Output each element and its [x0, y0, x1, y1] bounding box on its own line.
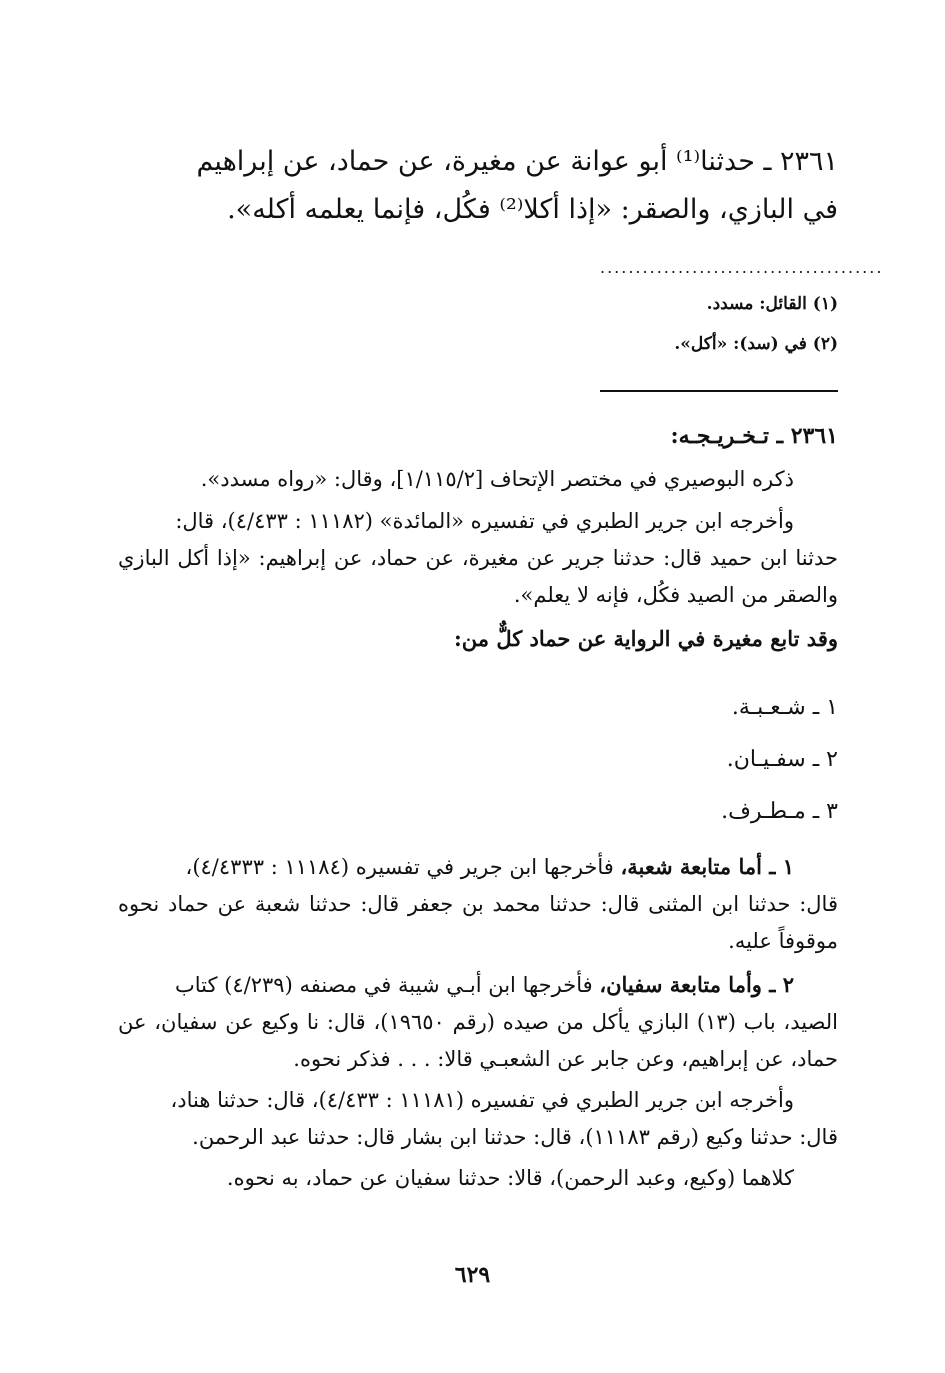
takhrij-section	[118, 418, 838, 657]
takhrij-paragraph-2-first: وأخرجه ابن جرير الطبري في تفسيره «المائدة» (١١١٨٢ : ٤/٤٣٣)، قال:	[175, 509, 794, 533]
followers-list-item-2: ٢ ـ سفـيـان.	[726, 747, 838, 772]
followers-list-item-1: ١ ـ شـعـبـة.	[731, 695, 838, 720]
hadith-line-1: ٢٣٦١ ـ حدثنا⁽¹⁾ أبو عوانة عن مغيرة، عن حماد، عن إبراهيم	[196, 146, 838, 177]
sufyan-first-line-text: فأخرجها ابن أبـي شيبة في مصنفه (٤/٢٣٩) كتاب	[175, 973, 600, 997]
sufyan-paragraph-first	[118, 966, 838, 1004]
takhrij-paragraph-2-rest: حدثنا ابن حميد قال: حدثنا جرير عن مغيرة، عن حماد، عن إبراهيم: «إذا أكل البازي والصقر من الصيد فكُل، فإنه لا يعلم».	[118, 546, 838, 607]
tabari-paragraph-rest: قال: حدثنا وكيع (رقم ١١١٨٣)، قال: حدثنا ابن بشار قال: حدثنا عبد الرحمن.	[192, 1125, 838, 1149]
footnote-separator-dots: ........................................	[600, 258, 884, 277]
hadith-line-2: في البازي، والصقر: «إذا أكلا⁽²⁾ فكُل، فإنما يعلمه أكله».	[227, 194, 838, 225]
footnote-1: (١) القائل: مسدد.	[706, 294, 838, 314]
section-divider	[600, 390, 838, 392]
conclusion-paragraph: كلاهما (وكيع، وعبد الرحمن)، قالا: حدثنا سفيان عن حماد، به نحوه.	[226, 1166, 794, 1190]
followers-list-item-3: ٣ ـ مـطـرف.	[721, 799, 838, 824]
footnote-2: (٢) في (سد): «أكل».	[674, 334, 838, 354]
shuba-label: ١ ـ أما متابعة شعبة،	[620, 854, 794, 879]
takhrij-followers-intro: وقد تابع مغيرة في الرواية عن حماد كلٌّ من:	[454, 626, 838, 651]
hadith-text	[108, 138, 838, 234]
sufyan-paragraph-rest: الصيد، باب (١٣) البازي يأكل من صيده (رقم ١٩٦٥٠)، قال: نا وكيع عن سفيان، عن حماد، عن إبراهيم، وعن جابر عن الشعبـي قالا: . . . فذكر نحوه.	[118, 1010, 839, 1071]
tabari-paragraph-first: وأخرجه ابن جرير الطبري في تفسيره (١١١٨١ : ٤/٤٣٣)، قال: حدثنا هناد،	[170, 1088, 794, 1112]
page-number: ٦٢٩	[454, 1262, 491, 1288]
shuba-paragraph-first	[118, 848, 838, 886]
shuba-paragraph-rest: قال: حدثنا ابن المثنى قال: حدثنا محمد بن جعفر قال: حدثنا شعبة عن حماد نحوه موقوفاً عليه.	[118, 892, 838, 953]
takhrij-heading: ٢٣٦١ ـ تـخـريـجـه:	[670, 423, 838, 449]
shuba-first-line-text: فأخرجها ابن جرير في تفسيره (١١١٨٤ : ٤/٤٣٣٣)،	[185, 855, 621, 879]
takhrij-paragraph-1: ذكره البوصيري في مختصر الإتحاف [١/١١٥/٢]، وقال: «رواه مسدد».	[200, 467, 794, 491]
sufyan-label: ٢ ـ وأما متابعة سفيان،	[599, 972, 794, 997]
takhrij-section-continued	[118, 848, 838, 1197]
